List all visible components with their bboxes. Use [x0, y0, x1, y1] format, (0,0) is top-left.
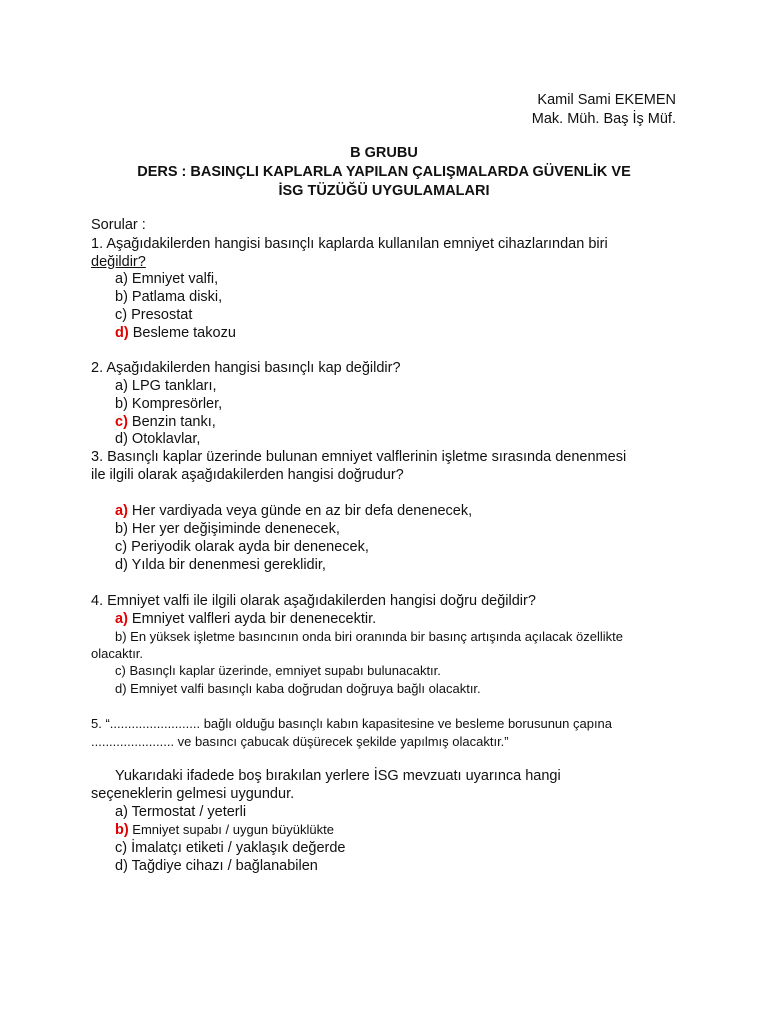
question-4-option-c: c) Basınçlı kaplar üzerinde, emniyet supabı bulunacaktır. — [115, 663, 441, 678]
question-2-option-b: b) Kompresörler, — [115, 396, 223, 412]
question-3-option-b: b) Her yer değişiminde denenecek, — [115, 521, 340, 537]
question-3-text-line2: ile ilgili olarak aşağıdakilerden hangisi doğrudur? — [91, 467, 404, 483]
answer-mark: d) — [115, 325, 129, 341]
question-3-option-c: c) Periyodik olarak ayda bir denenecek, — [115, 539, 369, 555]
question-3-option-d: d) Yılda bir denenmesi gereklidir, — [115, 557, 326, 573]
answer-mark: b) — [115, 822, 129, 838]
option-text: Benzin tankı, — [127, 414, 216, 430]
question-5-quote-line1: 5. “......................... bağlı olduğu basınçlı kabın kapasitesine ve besleme borusunun çapına — [91, 716, 613, 731]
question-1-option-d — [115, 324, 236, 342]
answer-mark: a) — [115, 611, 128, 627]
option-text: Besleme takozu — [128, 325, 236, 341]
question-5-option-c: c) İmalatçı etiketi / yaklaşık değerde — [115, 840, 346, 856]
question-1-text-line1: 1. Aşağıdakilerden hangisi basınçlı kaplarda kullanılan emniyet cihazlarından biri — [91, 236, 608, 252]
question-4-option-d: d) Emniyet valfi basınçlı kaba doğrudan doğruya bağlı olacaktır. — [115, 681, 481, 696]
question-1-option-c: c) Presostat — [115, 307, 193, 323]
question-1-text-line2: değildir? — [91, 254, 146, 270]
question-4-text: 4. Emniyet valfi ile ilgili olarak aşağıdakilerden hangisi doğru değildir? — [91, 593, 536, 609]
question-5-option-b — [115, 821, 334, 839]
question-5-option-d: d) Tağdiye cihazı / bağlanabilen — [115, 858, 318, 874]
author-name: Kamil Sami EKEMEN — [537, 92, 676, 108]
author-title: Mak. Müh. Baş İş Müf. — [531, 111, 676, 127]
question-3-option-a — [115, 502, 472, 520]
question-4-option-b-line1: b) En yüksek işletme basıncının onda biri oranında bir basınç artışında açılacak özellikte — [115, 629, 623, 644]
course-title-line2: İSG TÜZÜĞÜ UYGULAMALARI — [278, 183, 490, 199]
question-2-option-c — [115, 413, 216, 431]
question-2-option-d: d) Otoklavlar, — [115, 431, 201, 447]
option-text: Her vardiyada veya günde en az bir defa denenecek, — [127, 503, 473, 519]
answer-mark: a) — [115, 503, 128, 519]
question-2-option-a: a) LPG tankları, — [115, 378, 217, 394]
question-5-text-line2: seçeneklerin gelmesi uygundur. — [91, 786, 295, 802]
option-text: Emniyet valfleri ayda bir denenecektir. — [127, 611, 377, 627]
answer-mark: c) — [115, 414, 128, 430]
question-2-text: 2. Aşağıdakilerden hangisi basınçlı kap değildir? — [91, 360, 401, 376]
questions-heading: Sorular : — [91, 217, 146, 233]
question-5-text-line1: Yukarıdaki ifadede boş bırakılan yerlere İSG mevzuatı uyarınca hangi — [115, 768, 561, 784]
question-1-option-b: b) Patlama diski, — [115, 289, 223, 305]
option-text: Emniyet supabı / uygun büyüklükte — [128, 822, 334, 837]
question-4-option-b-line2: olacaktır. — [91, 646, 144, 661]
question-3-text-line1: 3. Basınçlı kaplar üzerinde bulunan emniyet valflerinin işletme sırasında denenmesi — [91, 449, 627, 465]
course-title-line1: DERS : BASINÇLI KAPLARLA YAPILAN ÇALIŞMALARDA GÜVENLİK VE — [137, 164, 631, 180]
question-5-option-a: a) Termostat / yeterli — [115, 804, 247, 820]
question-1-option-a: a) Emniyet valfi, — [115, 271, 219, 287]
group-title: B GRUBU — [350, 145, 418, 161]
question-5-quote-line2: ....................... ve basıncı çabucak düşürecek şekilde yapılmış olacaktır.” — [91, 734, 509, 749]
question-4-option-a — [115, 610, 376, 628]
